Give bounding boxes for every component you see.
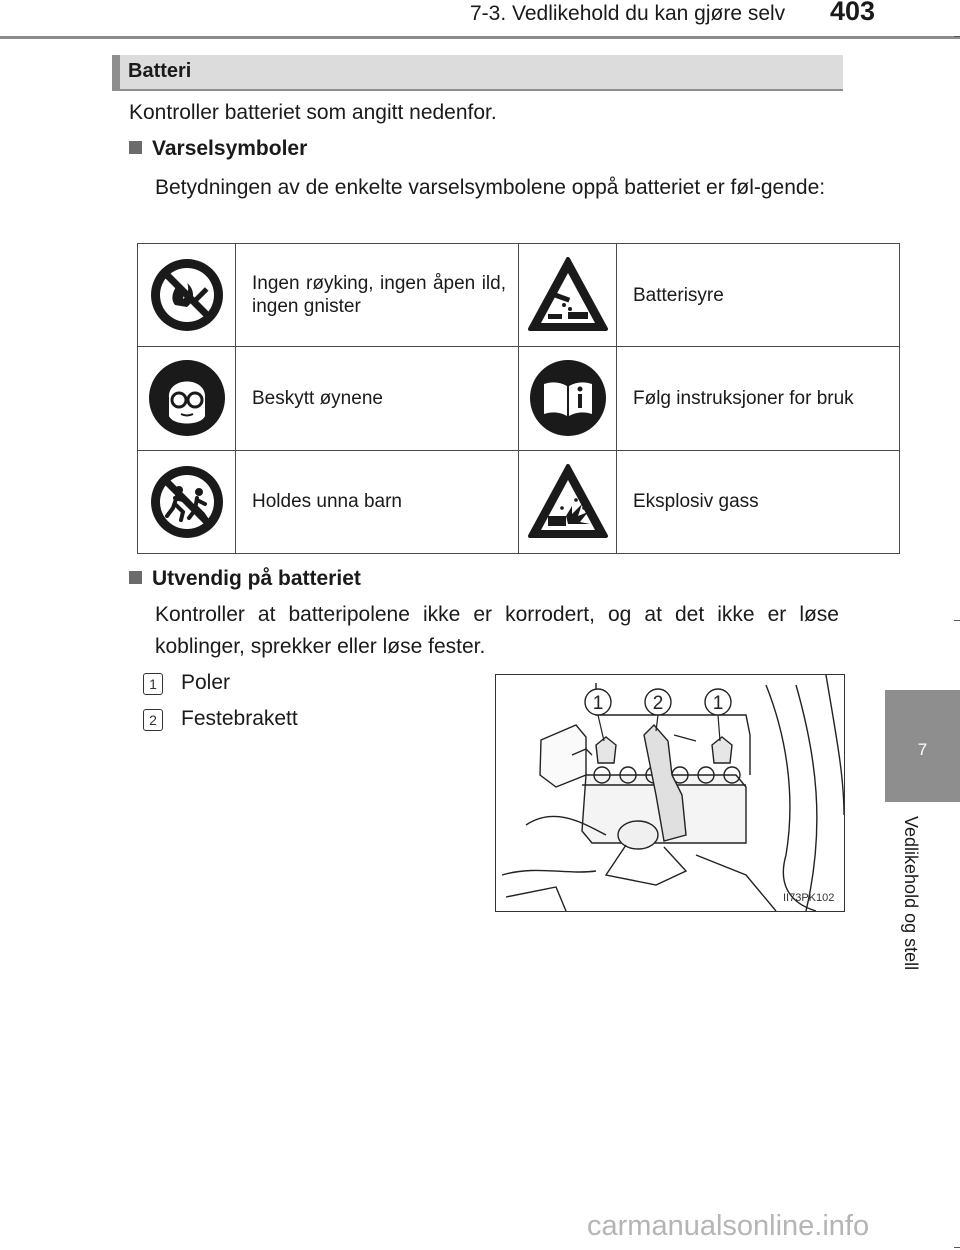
warning-symbols-heading: Varselsymboler: [129, 137, 307, 161]
symbol-label: Følg instruksjoner for bruk: [633, 387, 854, 409]
table-row: [138, 244, 900, 347]
symbol-label-cell: [236, 244, 519, 347]
symbol-label-cell: [617, 244, 900, 347]
symbol-label-cell: [617, 450, 900, 553]
symbol-label-cell: [617, 347, 900, 450]
bullet-square-icon: [129, 571, 142, 584]
legend-label-terminals: Poler: [181, 671, 231, 694]
chapter-number: 7: [917, 740, 928, 759]
battery-illustration: [495, 674, 845, 912]
edge-tick: [954, 620, 960, 621]
explosive-gas-warning-icon: [526, 460, 610, 544]
symbol-icon-cell: [138, 244, 236, 347]
bullet-square-icon: [129, 141, 142, 154]
symbol-icon-cell: [519, 244, 617, 347]
page-number: 403: [830, 0, 876, 26]
legend-label-bracket: Festebrakett: [181, 707, 298, 730]
section-bar-accent: [112, 55, 120, 91]
symbol-label: Holdes unna barn: [252, 491, 402, 513]
symbol-icon-cell: [138, 347, 236, 450]
edge-tick: [954, 1247, 960, 1248]
table-row: [138, 347, 900, 450]
header-rule: [0, 36, 960, 39]
warning-symbols-table: [137, 243, 900, 554]
legend-number: 1: [143, 673, 163, 695]
edge-tick: [954, 36, 960, 37]
callout-terminal-right: 1: [712, 693, 724, 714]
read-instructions-icon: [526, 356, 610, 440]
eye-protection-icon: [145, 356, 229, 440]
callout-terminal-left: 1: [592, 693, 604, 714]
symbol-icon-cell: [519, 347, 617, 450]
no-smoking-flame-spark-icon: [145, 253, 229, 337]
section-bar: [112, 55, 843, 91]
watermark: carmanualsonline.info: [587, 1210, 870, 1242]
section-intro: Kontroller batteriet som angitt nedenfor.: [129, 101, 497, 124]
section-title: Batteri: [128, 60, 192, 82]
callout-bracket: 2: [652, 693, 664, 714]
exterior-heading: Utvendig på batteriet: [129, 567, 361, 591]
symbol-label: Ingen røyking, ingen åpen ild, ingen gnister: [252, 273, 506, 318]
exterior-description: Kontroller at batteripolene ikke er korrodert, og at det ikke er løse koblinger, sprekker eller løse fester.: [155, 603, 839, 658]
keep-away-children-icon: [145, 460, 229, 544]
symbol-label-cell: [236, 450, 519, 553]
battery-acid-warning-icon: [526, 253, 610, 337]
symbol-icon-cell: [519, 450, 617, 553]
battery-drawing: [496, 675, 844, 911]
symbol-label: Beskytt øynene: [252, 387, 383, 409]
figure-code: II73PK102: [783, 892, 835, 904]
legend-number: 2: [143, 709, 163, 731]
symbol-label: Batterisyre: [633, 284, 724, 306]
symbol-label: Eksplosiv gass: [633, 491, 759, 513]
warning-symbols-description: Betydningen av de enkelte varselsymbolene oppå batteriet er føl-gende:: [155, 176, 826, 199]
chapter-label: Vedlikehold og stell: [901, 816, 921, 971]
symbol-label-cell: [236, 347, 519, 450]
running-header-title: 7-3. Vedlikehold du kan gjøre selv: [470, 2, 786, 25]
symbol-icon-cell: [138, 450, 236, 553]
table-row: [138, 450, 900, 553]
